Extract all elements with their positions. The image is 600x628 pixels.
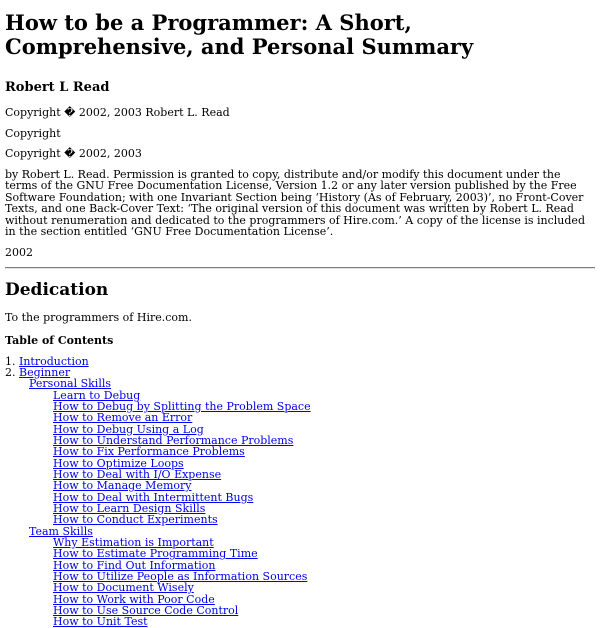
toc-link[interactable]: How to Understand Performance Problems [53,433,294,447]
toc-number: 2. [5,365,19,379]
toc-item [5,356,595,367]
toc-link[interactable]: How to Work with Poor Code [53,592,215,606]
toc-link[interactable]: How to Manage Memory [53,479,192,493]
dedication-text: To the programmers of Hire.com. [5,311,192,324]
toc-number: 1. [5,354,19,368]
toc-link-introduction[interactable]: Introduction [19,354,89,368]
toc-link-personal-skills[interactable]: Personal Skills [29,377,112,391]
toc-link[interactable]: How to Unit Test [53,615,148,628]
toc-item [5,514,595,525]
toc-link[interactable]: How to Estimate Programming Time [53,547,258,561]
toc-link[interactable]: Why Estimation is Important [53,536,214,549]
toc-link[interactable]: How to Deal with I/O Expense [53,467,222,481]
page-title: How to be a Programmer: A Short, Comprehensive, and Personal Summary [5,10,474,59]
toc-link[interactable]: How to Utilize People as Information Sources [53,570,308,584]
toc-link[interactable]: How to Debug Using a Log [53,422,204,436]
toc-link-beginner[interactable]: Beginner [19,365,71,379]
toc-link[interactable]: How to Fix Performance Problems [53,445,245,459]
toc-link-team-skills[interactable]: Team Skills [29,524,93,538]
toc-link[interactable]: How to Conduct Experiments [53,513,218,527]
toc-link[interactable]: How to Document Wisely [53,581,194,595]
toc-link[interactable]: How to Optimize Loops [53,456,184,470]
document-page [0,11,600,628]
toc-link[interactable]: How to Use Source Code Control [53,604,239,618]
author-name: Robert L Read [5,80,110,95]
license-paragraph: by Robert L. Read. Permission is granted to copy, distribute and/or modify this document under the terms of the GNU Free Documentation License, Version 1.2 or any later version published by the Free Software Foundation; with one Invariant Section being ‘History (As of February, 2003)’, no Front-Cover Texts, and one Back-Cover Text: ‘The original version of this document was written by Robert L. Read without renumeration and dedicated to the programmers of Hire.com.’ A copy of the license is included in the section entitled ‘GNU Free Documentation License’. [5,167,585,238]
toc-item [5,616,595,627]
toc-link[interactable]: How to Learn Design Skills [53,501,206,515]
toc-title: Table of Contents [5,333,114,347]
pub-year: 2002 [5,245,33,259]
toc-link[interactable]: How to Remove an Error [53,411,193,425]
toc-link[interactable]: How to Deal with Intermittent Bugs [53,490,254,504]
table-of-contents [5,356,595,628]
dedication-heading: Dedication [5,280,109,300]
divider [5,267,595,269]
copyright-line: Copyright � 2002, 2003 [5,147,142,160]
copyright-line: Copyright � 2002, 2003 Robert L. Read [5,106,230,119]
toc-link[interactable]: How to Find Out Information [53,558,216,572]
toc-link[interactable]: How to Debug by Splitting the Problem Space [53,399,311,413]
toc-link[interactable]: Learn to Debug [53,388,141,402]
copyright-label: Copyright [5,126,61,140]
